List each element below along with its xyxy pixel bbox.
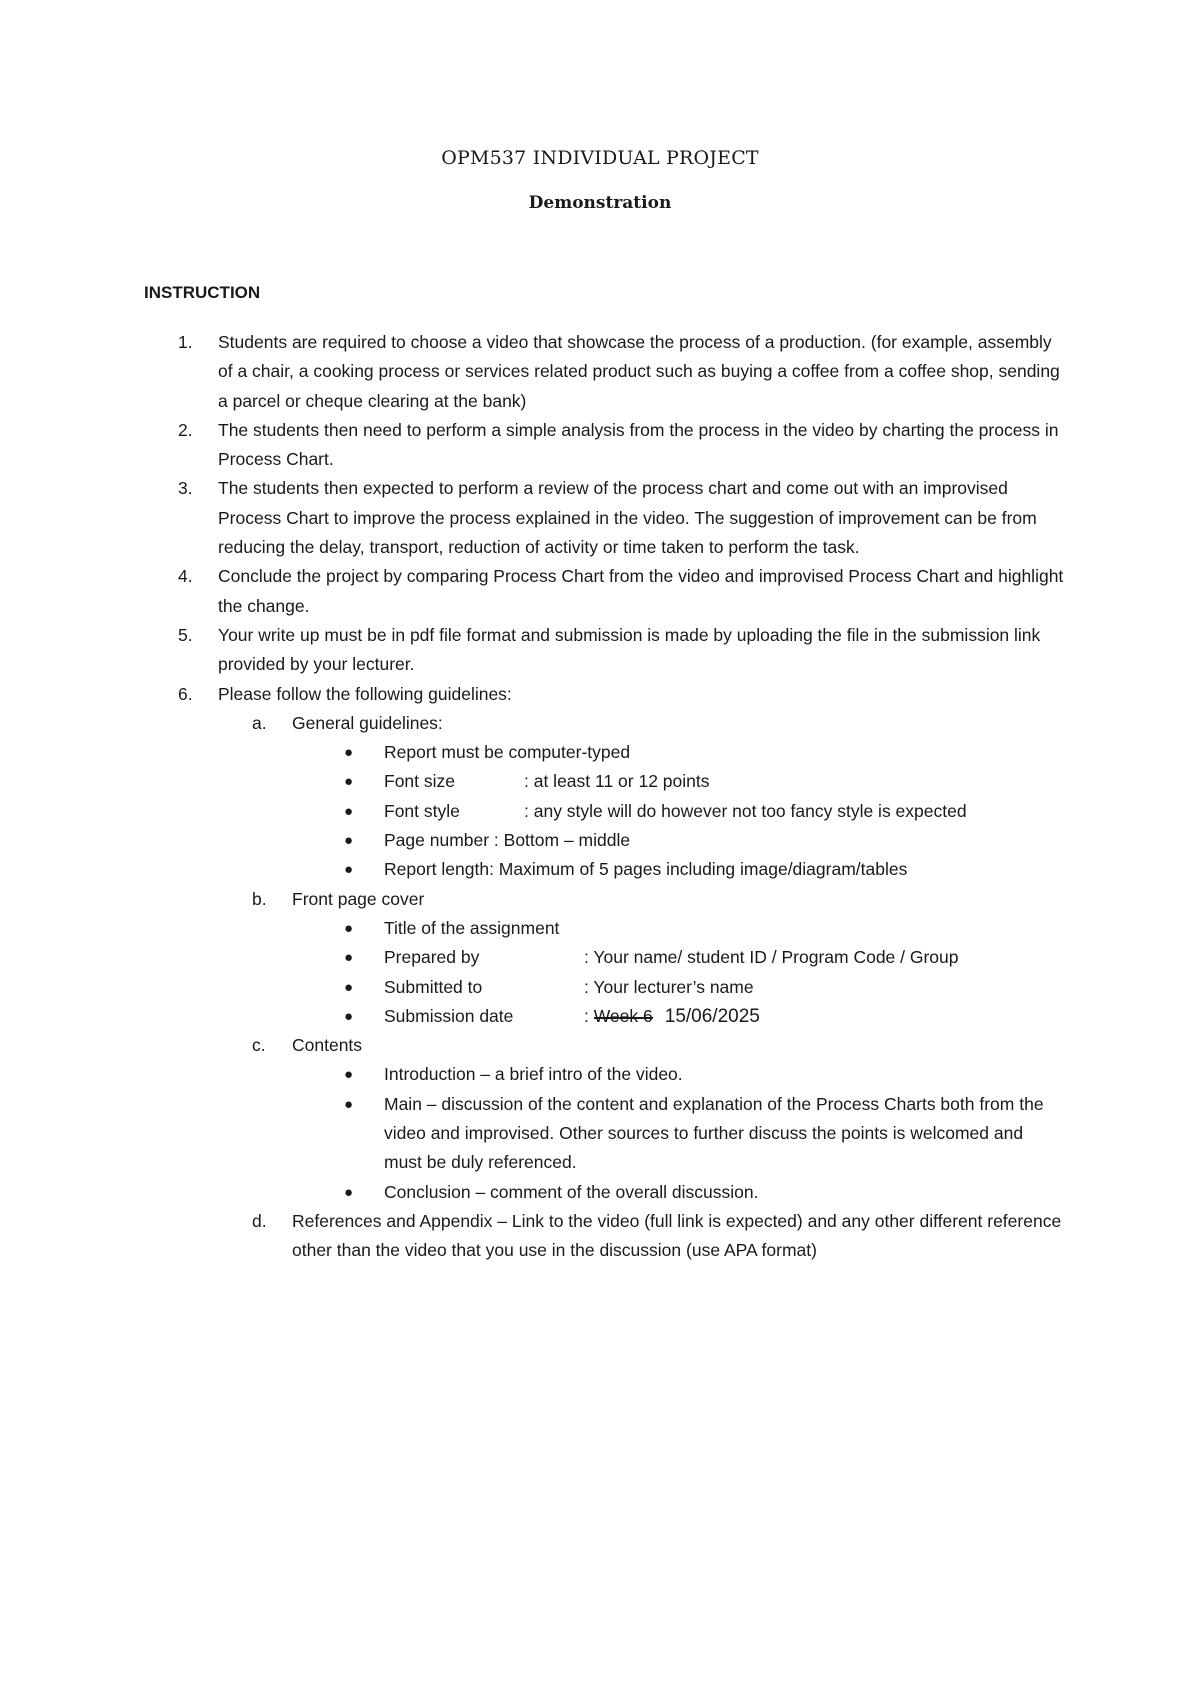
bullet-text: Page number : Bottom – middle [384,830,631,851]
bullet-icon: ● [344,1183,354,1201]
bullet-item [144,826,1064,855]
item-text: Your write up must be in pdf file format and submission is made by uploading the file in the submission link provided by your lecturer. [218,624,1041,675]
sub-label: Front page cover [292,888,425,909]
bullet-item [144,943,1064,972]
bullet-item [144,914,1064,943]
guideline-general [144,709,1064,738]
bullet-value: : at least 11 or 12 points [524,771,710,792]
bullet-text: Main – discussion of the content and explanation of the Process Charts both from the video and improvised. Other sources to further discuss the points is welcomed and must be duly referenced. [384,1093,1044,1173]
item-text: The students then expected to perform a review of the process chart and come out with an improvised Process Chart to improve the process explained in the video. The suggestion of improvement can be from reducing the delay, transport, reduction of activity or time taken to perform the task. [218,478,1037,558]
item-number: 6. [178,683,193,704]
document-title: OPM537 INDIVIDUAL PROJECT [441,147,759,169]
instruction-heading: INSTRUCTION [144,283,261,302]
bullet-item [144,1178,1064,1207]
sub-text: References and Appendix – Link to the video (full link is expected) and any other different reference other than the video that you use in the discussion (use APA format) [292,1210,1062,1261]
struck-out-text: Week 6 [593,1005,653,1026]
bullet-icon: ● [344,861,354,879]
sub-letter: c. [252,1035,266,1056]
sub-label: Contents [292,1035,363,1056]
item-number: 5. [178,624,193,645]
item-number: 4. [178,566,193,587]
bullet-item [144,797,1064,826]
bullet-icon: ● [344,919,354,937]
bullet-icon: ● [344,949,354,967]
bullet-text: Title of the assignment [384,917,560,938]
guideline-contents [144,1031,1064,1060]
list-item [144,474,1064,562]
bullet-icon: ● [344,1095,354,1113]
bullet-text: Report length: Maximum of 5 pages including image/diagram/tables [384,859,908,880]
sub-label: General guidelines: [292,712,443,733]
item-text: Students are required to choose a video that showcase the process of a production. (for example, assembly of a chair, a cooking process or services related product such as buying a coffee from a coffee shop, sending a parcel or cheque clearing at the bank) [218,332,1060,411]
bullet-icon: ● [344,978,354,996]
document-subtitle: Demonstration [528,193,672,213]
bullet-text: Conclusion – comment of the overall discussion. [384,1181,759,1202]
item-text: Please follow the following guidelines: [218,683,512,704]
list-item [144,562,1064,621]
bullet-value: : Your lecturer’s name [584,976,754,997]
bullet-text: Introduction – a brief intro of the video. [384,1064,683,1085]
bullet-icon: ● [344,1066,354,1084]
bullet-label: Prepared by [384,947,480,968]
list-item [144,621,1064,680]
bullet-icon: ● [344,832,354,850]
bullet-item [144,1002,1064,1031]
bullet-item [144,1090,1064,1178]
bullet-item [144,767,1064,796]
bullet-item [144,973,1064,1002]
bullet-label: Font style [384,800,460,821]
bullet-text: Report must be computer-typed [384,742,631,763]
list-item [144,680,1064,709]
item-number: 3. [178,478,193,499]
bullet-label: Font size [384,771,455,792]
submission-colon: : [584,1005,594,1026]
item-text: Conclude the project by comparing Process Chart from the video and improvised Process Chart and highlight the change. [218,566,1064,616]
bullet-value: : Your name/ student ID / Program Code / Group [584,947,959,968]
list-item [144,328,1064,416]
bullet-icon: ● [344,773,354,791]
sub-letter: a. [252,712,267,733]
bullet-icon: ● [344,802,354,820]
item-number: 1. [178,332,193,352]
item-number: 2. [178,419,193,440]
bullet-value: : any style will do however not too fancy style is expected [524,800,967,821]
list-item [144,416,1064,475]
item-text: The students then need to perform a simple analysis from the process in the video by charting the process in Process Chart. [218,419,1059,470]
bullet-item [144,1060,1064,1089]
guideline-front-page [144,885,1064,914]
bullet-item [144,738,1064,767]
instruction-list [144,328,1064,1266]
bullet-icon: ● [344,744,354,762]
bullet-item [144,855,1064,884]
sub-letter: b. [252,888,267,909]
bullet-label: Submitted to [384,976,483,997]
bullet-label: Submission date [384,1005,514,1026]
guideline-references [144,1207,1064,1266]
handwritten-date: 15/06/2025 [664,1005,760,1027]
bullet-icon: ● [344,1007,354,1025]
sub-letter: d. [252,1210,267,1231]
